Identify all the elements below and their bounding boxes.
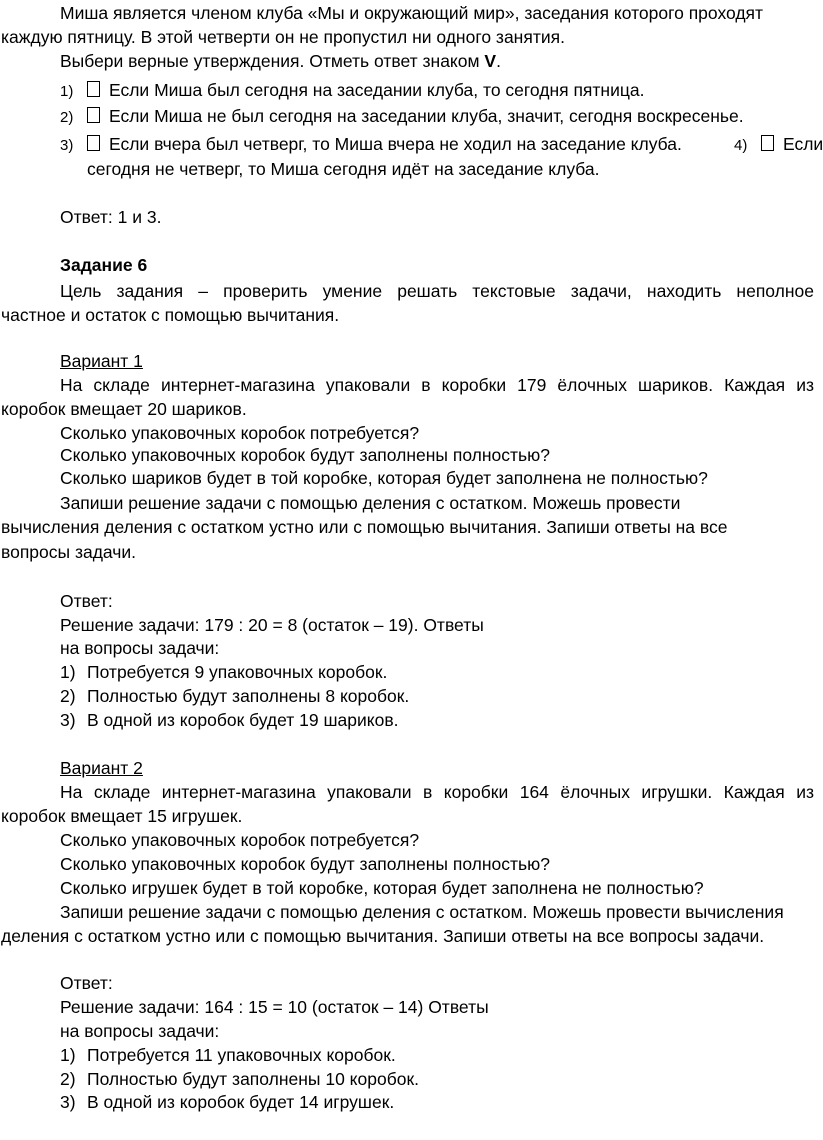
answer-text: Ответ: 1 и 3. (60, 207, 162, 227)
answer-item: 3) В одной из коробок будет 19 шариков. (60, 710, 399, 730)
instruction-line: деления с остатком устно или с помощью вычитания. Запиши ответы на все вопросы задачи. (1, 926, 765, 946)
question: Сколько упаковочных коробок будут заполнены полностью? (60, 854, 551, 874)
question: Сколько упаковочных коробок потребуется? (60, 423, 420, 443)
answer-item: 1) Потребуется 9 упаковочных коробок. (60, 662, 388, 682)
problem-line: На складе интернет-магазина упаковали в коробки 179 ёлочных шариков. Каждая из (60, 375, 814, 395)
goal-line: частное и остаток с помощью вычитания. (1, 305, 340, 325)
problem-line: На складе интернет-магазина упаковали в коробки 164 ёлочных игрушки. Каждая из (60, 782, 814, 802)
problem-line: коробок вмещает 20 шариков. (1, 399, 247, 419)
checkbox-icon (87, 81, 100, 97)
answer-item: 1) Потребуется 11 упаковочных коробок. (60, 1045, 396, 1065)
answer-label: Ответ: (60, 973, 113, 993)
option-item: 1) Если Миша был сегодня на заседании клуба, то сегодня пятница. (60, 80, 645, 100)
task-title: Задание 6 (60, 255, 148, 275)
checkbox-icon (761, 135, 774, 151)
option-item: 4) Если (734, 134, 823, 154)
variant-heading: Вариант 2 (60, 758, 143, 778)
instruction-line: Запиши решение задачи с помощью деления с остатком. Можешь провести вычисления (60, 902, 784, 922)
answer-label: Ответ: (60, 591, 113, 611)
answer-item: 2) Полностью будут заполнены 10 коробок. (60, 1069, 419, 1089)
answer-item: 2) Полностью будут заполнены 8 коробок. (60, 686, 410, 706)
variant-heading: Вариант 1 (60, 351, 143, 371)
solution-line: на вопросы задачи: (60, 638, 220, 658)
instruction-line: вопросы задачи. (1, 542, 137, 562)
checkbox-icon (87, 135, 100, 151)
problem-line: коробок вмещает 15 игрушек. (1, 806, 243, 826)
instruction-line: вычисления деления с остатком устно или с помощью вычитания. Запиши ответы на все (1, 517, 728, 537)
intro-line: каждую пятницу. В этой четверти он не пропустил ни одного занятия. (1, 27, 565, 47)
intro-line: Миша является членом клуба «Мы и окружающий мир», заседания которого проходят (60, 3, 764, 23)
solution-line: Решение задачи: 164 : 15 = 10 (остаток – 14) Ответы (60, 997, 489, 1017)
solution-line: на вопросы задачи: (60, 1021, 220, 1041)
solution-line: Решение задачи: 179 : 20 = 8 (остаток – 19). Ответы (60, 615, 484, 635)
question: Сколько игрушек будет в той коробке, которая будет заполнена не полностью? (60, 878, 704, 898)
question: Сколько шариков будет в той коробке, которая будет заполнена не полностью? (60, 468, 708, 488)
question: Сколько упаковочных коробок потребуется? (60, 830, 420, 850)
question: Сколько упаковочных коробок будут заполнены полностью? (60, 445, 551, 465)
checkbox-icon (87, 107, 100, 123)
option-item: 3) Если вчера был четверг, то Миша вчера не ходил на заседание клуба. (60, 134, 682, 154)
option-continuation: сегодня не четверг, то Миша сегодня идёт на заседание клуба. (87, 159, 600, 179)
intro-instruction: Выбери верные утверждения. Отметь ответ знаком V. (60, 51, 501, 71)
goal-line: Цель задания – проверить умение решать текстовые задачи, находить неполное (60, 281, 814, 301)
answer-item: 3) В одной из коробок будет 14 игрушек. (60, 1092, 395, 1112)
instruction-line: Запиши решение задачи с помощью деления с остатком. Можешь провести (60, 493, 681, 513)
option-item: 2) Если Миша не был сегодня на заседании клуба, значит, сегодня воскресенье. (60, 106, 744, 126)
check-mark: V (484, 51, 497, 71)
